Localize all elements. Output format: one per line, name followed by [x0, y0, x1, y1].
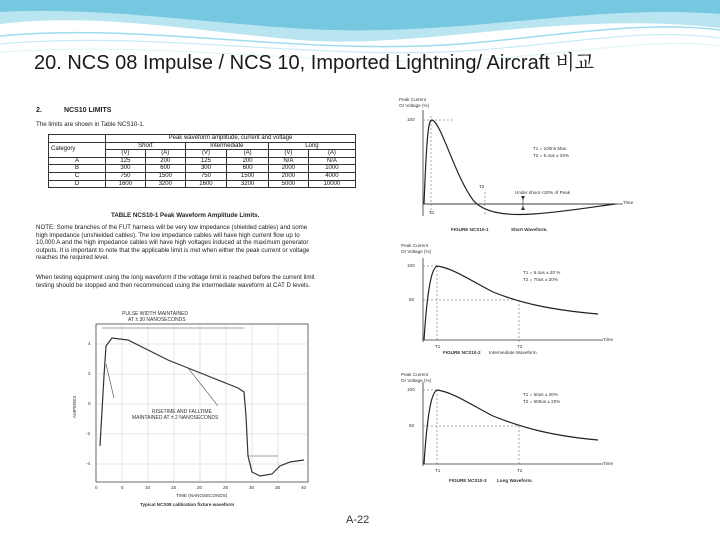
- col-long: Long: [268, 142, 355, 150]
- table-row: [49, 172, 356, 180]
- table-cell: 200: [227, 157, 269, 165]
- table-cell: 300: [106, 165, 146, 173]
- ncs08-ylabel: AMPERES: [72, 395, 77, 418]
- fig2-caption-name: Intermediate Waveform.: [489, 350, 538, 355]
- paragraph-line: testing should be stopped and then recommenced using the intermediate waveform at CAT D levels.: [36, 281, 311, 289]
- fig2-t2-label: T2: [517, 344, 523, 349]
- table-group-header: Peak waveform amplitude, current and voltage: [106, 135, 356, 143]
- table-cell: 300: [185, 165, 227, 173]
- ncs08-ytick: -4: [86, 461, 91, 466]
- fig1-ylabel: Peak Current: [399, 97, 427, 102]
- slide-title: 20. NCS 08 Impulse / NCS 10, Imported Lightning/ Aircraft 비교: [34, 52, 594, 74]
- table-cell: 1500: [145, 172, 185, 180]
- ncs08-annotation: RISETIME AND FALLTIME: [152, 409, 212, 415]
- ncs08-annotation: AT ± 30 NANOSECONDS: [128, 317, 186, 323]
- ncs10-3-figure: [393, 362, 643, 486]
- fig3-time-label: Time: [603, 461, 614, 466]
- note-line: high impedance (unshielded cables). The low impedance cables will have high current flow up to: [36, 231, 300, 239]
- col-intermediate: Intermediate: [185, 142, 268, 150]
- table-cell: 125: [106, 157, 146, 165]
- fig1-caption-id: FIGURE NCS10-1: [451, 227, 489, 232]
- ncs08-xtick: 30: [249, 485, 255, 490]
- table-cell: 4000: [308, 172, 355, 180]
- ncs08-xtick: 5: [121, 485, 124, 490]
- fig3-ylabel: Peak Current: [401, 372, 429, 377]
- note-line: reaches the required level.: [36, 254, 109, 261]
- ncs08-xtick: 20: [197, 485, 203, 490]
- table-cell: 600: [145, 165, 185, 173]
- ncs08-annotation: PULSE WIDTH MAINTAINED: [122, 311, 189, 317]
- fig2-ylabel: Or Voltage (%): [401, 249, 432, 254]
- fig2-t1-label: T1: [435, 344, 441, 349]
- ncs08-xtick: 15: [171, 485, 177, 490]
- limits-intro: The limits are shown in Table NCS10-1.: [36, 121, 145, 128]
- table-cell: D: [49, 180, 106, 188]
- ncs10-2-figure: [393, 238, 643, 356]
- table-cell: 2000: [268, 172, 308, 180]
- fig1-time-label: Time: [623, 200, 634, 205]
- unit-cell: (V): [268, 150, 308, 158]
- ncs08-xtick: 10: [145, 485, 151, 490]
- table-row: [49, 180, 356, 188]
- fig3-caption-name: Long Waveform.: [497, 478, 533, 483]
- ncs08-ytick: 2: [88, 371, 91, 376]
- fig2-ytick: 100: [407, 263, 415, 268]
- ncs08-ytick: -2: [86, 431, 91, 436]
- table-cell: 125: [185, 157, 227, 165]
- fig1-t2-label: T2: [479, 184, 485, 189]
- fig1-caption-name: Short Waveform.: [511, 227, 548, 232]
- fig3-ytick: 100: [407, 387, 415, 392]
- fig1-ylabel: Or Voltage (%): [399, 103, 430, 108]
- fig2-time-label: Time: [603, 337, 614, 342]
- table-cell: 3200: [227, 180, 269, 188]
- table-cell: 600: [227, 165, 269, 173]
- page-number: A-22: [346, 514, 370, 526]
- ncs08-caption: Typical NCS08 calibration fixture waveform: [140, 502, 235, 507]
- ncs10-1-plot: [393, 96, 643, 236]
- table-cell: 5000: [268, 180, 308, 188]
- table-cell: N/A: [268, 157, 308, 165]
- table-cell: 750: [185, 172, 227, 180]
- table-cell: 1600: [106, 180, 146, 188]
- ncs08-xtick: 25: [223, 485, 229, 490]
- ncs10-1-figure: [393, 96, 643, 236]
- col-category: Category: [49, 142, 106, 157]
- fig3-caption-id: FIGURE NCS10-3: [449, 478, 487, 483]
- table-cell: 1500: [227, 172, 269, 180]
- fig1-spec: T2 = 6.4us ± 20%: [533, 153, 570, 158]
- fig2-ylabel: Peak Current: [401, 243, 429, 248]
- fig1-t1-label: T1: [429, 210, 435, 215]
- note-line: outputs. It is important to note that the applicable limit is met when either the peak current or voltage: [36, 246, 310, 254]
- fig3-spec: T2 = 500us ± 20%: [523, 399, 561, 404]
- table-cell: 750: [106, 172, 146, 180]
- limits-heading: NCS10 LIMITS: [64, 107, 112, 114]
- table-cell: 10000: [308, 180, 355, 188]
- fig3-ylabel: Or Voltage (%): [401, 378, 432, 383]
- fig3-t2-label: T2: [517, 468, 523, 473]
- fig1-ytick: 100: [407, 117, 415, 122]
- unit-cell: (A): [145, 150, 185, 158]
- limits-heading-number: 2.: [36, 107, 42, 114]
- ncs08-xtick: 40: [301, 485, 307, 490]
- fig2-spec: T1 = 6.4us ± 20 %: [523, 270, 561, 275]
- unit-cell: (A): [308, 150, 355, 158]
- fig3-t1-label: T1: [435, 468, 441, 473]
- ncs08-xtick: 35: [275, 485, 281, 490]
- limits-table: [48, 134, 356, 188]
- ncs08-xlabel: TIME (NANOSECONDS): [176, 493, 228, 498]
- fig1-spec: T1 = 100ns Max.: [533, 146, 568, 151]
- unit-cell: (V): [185, 150, 227, 158]
- table-row: [49, 157, 356, 165]
- fig2-caption-id: FIGURE NCS10-2: [443, 350, 481, 355]
- table-cell: C: [49, 172, 106, 180]
- unit-cell: (A): [227, 150, 269, 158]
- ncs08-waveform-figure: [68, 306, 316, 512]
- fig3-spec: T1 = 50us ± 20%: [523, 392, 558, 397]
- ncs08-xtick: 0: [95, 485, 98, 490]
- unit-cell: (V): [106, 150, 146, 158]
- fig2-spec: T2 = 70us ± 20%: [523, 277, 558, 282]
- table-cell: N/A: [308, 157, 355, 165]
- table-caption: TABLE NCS10-1 Peak Waveform Amplitude Limits.: [111, 212, 260, 219]
- note-line: NOTE: Some branches of the FUT harness will be very low impedance (shielded cables) and some: [36, 224, 308, 231]
- table-cell: 2000: [268, 165, 308, 173]
- ncs10-limits-section: [30, 100, 362, 300]
- col-short: Short: [106, 142, 186, 150]
- ncs08-ytick: 4: [88, 341, 91, 346]
- fig3-ytick: 50: [409, 423, 415, 428]
- fig1-undershoot: Under shoot <20% of Peak: [515, 190, 571, 195]
- ncs08-annotation: MAINTAINED AT ± 2 NANOSECONDS: [132, 415, 219, 421]
- table-row: [49, 165, 356, 173]
- table-cell: 200: [145, 157, 185, 165]
- fig2-ytick: 50: [409, 297, 415, 302]
- table-cell: 3200: [145, 180, 185, 188]
- table-cell: 1000: [308, 165, 355, 173]
- table-corner: [49, 135, 106, 143]
- paragraph-line: When testing equipment using the long waveform if the voltage limit is reached before the current limit: [36, 274, 315, 281]
- table-cell: 1600: [185, 180, 227, 188]
- note-line: 10,000 A and the high impedance cables will have high voltages induced at the maximum generator: [36, 239, 309, 246]
- table-cell: A: [49, 157, 106, 165]
- ncs08-ytick: 0: [88, 401, 91, 406]
- table-cell: B: [49, 165, 106, 173]
